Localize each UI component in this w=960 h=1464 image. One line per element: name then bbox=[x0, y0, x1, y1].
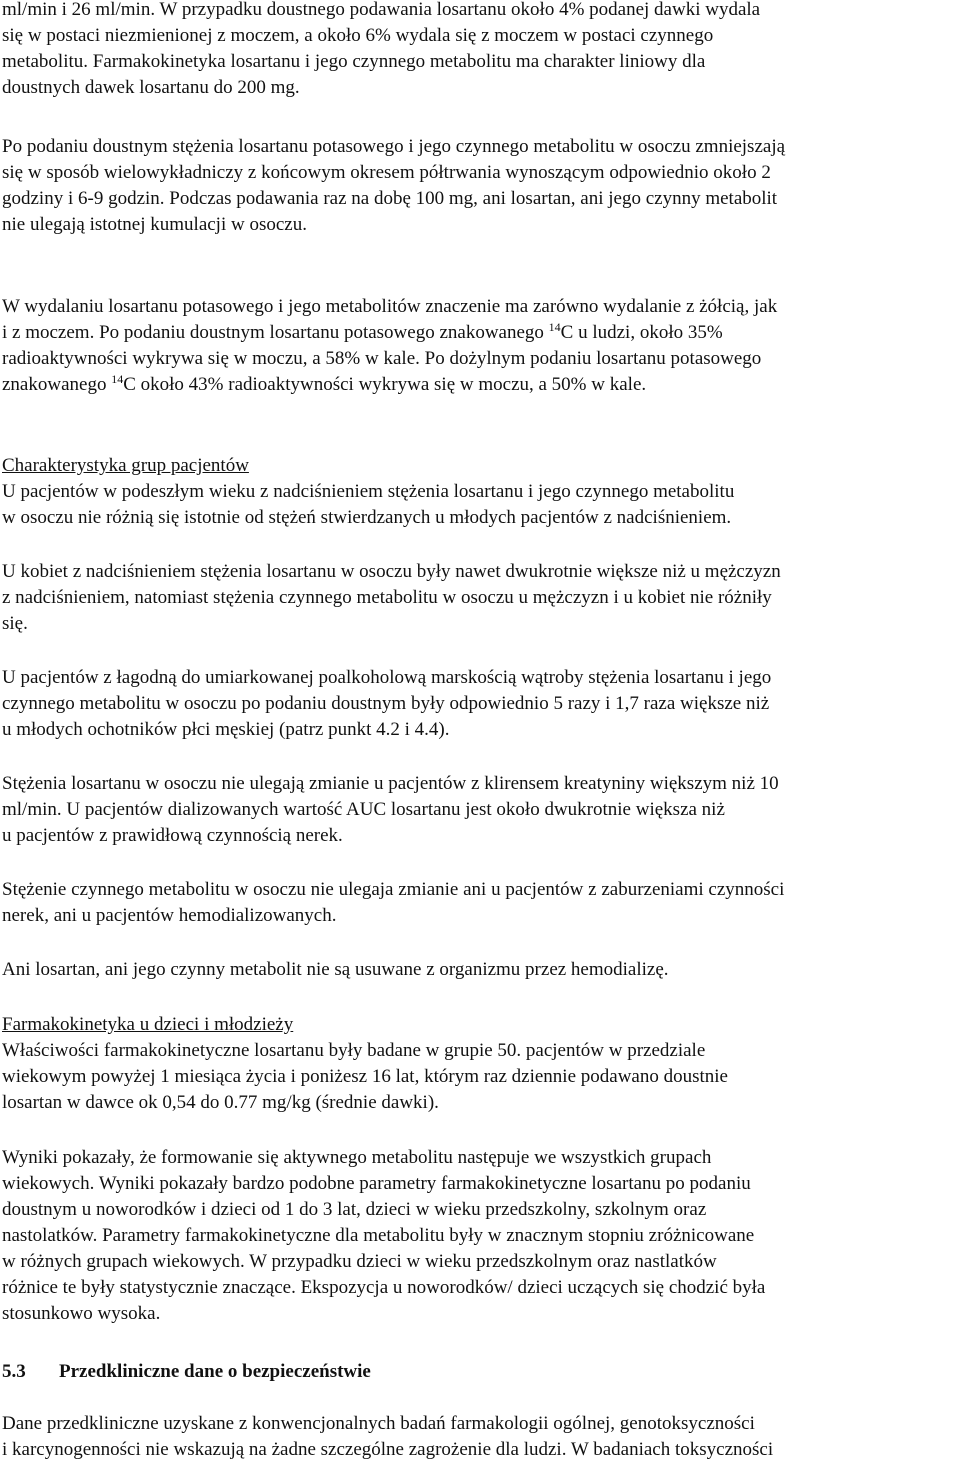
paragraph-pediatric bbox=[2, 1012, 728, 1116]
text-line: U pacjentów z łagodną do umiarkowanej poalkoholową marskością wątroby stężenia losartanu i jego bbox=[2, 667, 772, 688]
text-line: metabolitu. Farmakokinetyka losartanu i jego czynnego metabolitu ma charakter liniowy dla bbox=[2, 51, 706, 72]
text-line: czynnego metabolitu w osoczu po podaniu doustnym były odpowiednio 5 razy i 1,7 raza większe niż bbox=[2, 693, 770, 714]
text-segment: i z moczem. Po podaniu doustnym losartanu potasowego znakowanego bbox=[2, 322, 549, 343]
text-line: i karcynogenności nie wskazują na żadne szczególne zagrożenie dla ludzi. W badaniach toksyczności bbox=[2, 1439, 774, 1460]
paragraph-patient-groups bbox=[2, 453, 734, 531]
text-line: u młodych ochotników płci męskiej (patrz punkt 4.2 i 4.4). bbox=[2, 719, 450, 740]
text-segment: C u ludzi, około 35% bbox=[560, 322, 723, 343]
text-line: wiekowym powyżej 1 miesiąca życia i poniżesz 16 lat, którym raz dziennie podawano doustnie bbox=[2, 1066, 728, 1087]
subsection-heading: Charakterystyka grup pacjentów bbox=[2, 455, 249, 476]
paragraph-pediatric-results bbox=[2, 1145, 765, 1327]
text-line: radioaktywności wykrywa się w moczu, a 58% w kale. Po dożylnym podaniu losartanu potasowego bbox=[2, 348, 762, 369]
text-line: nie ulegają istotnej kumulacji w osoczu. bbox=[2, 214, 307, 235]
text-line: stosunkowo wysoka. bbox=[2, 1303, 161, 1324]
text-line: z nadciśnieniem, natomiast stężenia czynnego metabolitu w osoczu u mężczyzn i u kobiet nie różniły bbox=[2, 587, 772, 608]
subsection-heading: Farmakokinetyka u dzieci i młodzieży bbox=[2, 1014, 294, 1035]
text-line: nastolatków. Parametry farmakokinetyczne dla metabolitu były w znacznym stopniu zróżnicowane bbox=[2, 1225, 755, 1246]
text-line: ml/min i 26 ml/min. W przypadku doustnego podawania losartanu około 4% podanej dawki wydala bbox=[2, 0, 761, 20]
section-heading bbox=[2, 1359, 371, 1385]
text-segment: znakowanego bbox=[2, 374, 112, 395]
text-line bbox=[2, 320, 777, 346]
text-line: u pacjentów z prawidłową czynnością nerek. bbox=[2, 825, 343, 846]
text-line: U pacjentów w podeszłym wieku z nadciśnieniem stężenia losartanu i jego czynnego metabolitu bbox=[2, 481, 735, 502]
isotope-superscript: 14 bbox=[111, 372, 124, 386]
text-line bbox=[2, 372, 777, 398]
text-line: wiekowych. Wyniki pokazały bardzo podobne parametry farmakokinetyczne losartanu po podaniu bbox=[2, 1173, 751, 1194]
text-segment: C około 43% radioaktywności wykrywa się w moczu, a 50% w kale. bbox=[123, 374, 647, 395]
text-line: nerek, ani u pacjentów hemodializowanych. bbox=[2, 905, 337, 926]
text-line: Po podaniu doustnym stężenia losartanu potasowego i jego czynnego metabolitu w osoczu zmniejszają bbox=[2, 136, 786, 157]
paragraph-half-life bbox=[2, 134, 785, 238]
text-line: Stężenia losartanu w osoczu nie ulegają zmianie u pacjentów z klirensem kreatyniny większym niż 10 bbox=[2, 773, 779, 794]
isotope-superscript: 14 bbox=[548, 320, 561, 334]
paragraph-excretion bbox=[2, 294, 777, 398]
paragraph-elimination bbox=[2, 0, 760, 101]
paragraph-women bbox=[2, 559, 781, 637]
text-line: się w sposób wielowykładniczy z końcowym okresem półtrwania wynoszącym odpowiednio około 2 bbox=[2, 162, 771, 183]
text-line: Właściwości farmakokinetyczne losartanu były badane w grupie 50. pacjentów w przedziale bbox=[2, 1040, 706, 1061]
text-line: Wyniki pokazały, że formowanie się aktywnego metabolitu następuje we wszystkich grupach bbox=[2, 1147, 712, 1168]
text-line: różnice te były statystycznie znaczące. Ekspozycja u noworodków/ dzieci uczących się chodzić była bbox=[2, 1277, 766, 1298]
text-line: U kobiet z nadciśnieniem stężenia losartanu w osoczu były nawet dwukrotnie większe niż u mężczyzn bbox=[2, 561, 781, 582]
paragraph-preclinical bbox=[2, 1411, 773, 1463]
paragraph-liver bbox=[2, 665, 771, 743]
text-line: w osoczu nie różnią się istotnie od stężeń stwierdzanych u młodych pacjentów z nadciśnieniem. bbox=[2, 507, 732, 528]
text-line: Ani losartan, ani jego czynny metabolit nie są usuwane z organizmu przez hemodializę. bbox=[2, 959, 669, 980]
text-line: się w postaci niezmienionej z moczem, a około 6% wydala się z moczem w postaci czynnego bbox=[2, 25, 714, 46]
text-line: doustnych dawek losartanu do 200 mg. bbox=[2, 77, 300, 98]
text-line: w różnych grupach wiekowych. W przypadku dzieci w wieku przedszkolnym oraz nastlatków bbox=[2, 1251, 717, 1272]
text-line: ml/min. U pacjentów dializowanych wartość AUC losartanu jest około dwukrotnie większa niż bbox=[2, 799, 725, 820]
section-title: Przedkliniczne dane o bezpieczeństwie bbox=[59, 1361, 371, 1382]
text-line: W wydalaniu losartanu potasowego i jego metabolitów znaczenie ma zarówno wydalanie z żółcią, jak bbox=[2, 296, 778, 317]
text-line: Dane przedkliniczne uzyskane z konwencjonalnych badań farmakologii ogólnej, genotoksyczności bbox=[2, 1413, 755, 1434]
paragraph-hemodialysis bbox=[2, 957, 669, 983]
text-line: doustnym u noworodków i dzieci od 1 do 3 lat, dzieci w wieku przedszkolny, szkolnym oraz bbox=[2, 1199, 707, 1220]
text-line: Stężenie czynnego metabolitu w osoczu nie ulegaja zmianie ani u pacjentów z zaburzeniami czynności bbox=[2, 879, 785, 900]
text-line: losartan w dawce ok 0,54 do 0.77 mg/kg (średnie dawki). bbox=[2, 1092, 439, 1113]
paragraph-renal bbox=[2, 771, 779, 849]
section-number: 5.3 bbox=[2, 1361, 26, 1382]
text-line: godziny i 6-9 godzin. Podczas podawania raz na dobę 100 mg, ani losartan, ani jego czynny metabolit bbox=[2, 188, 778, 209]
paragraph-metabolite-renal bbox=[2, 877, 784, 929]
text-line: się. bbox=[2, 613, 28, 634]
